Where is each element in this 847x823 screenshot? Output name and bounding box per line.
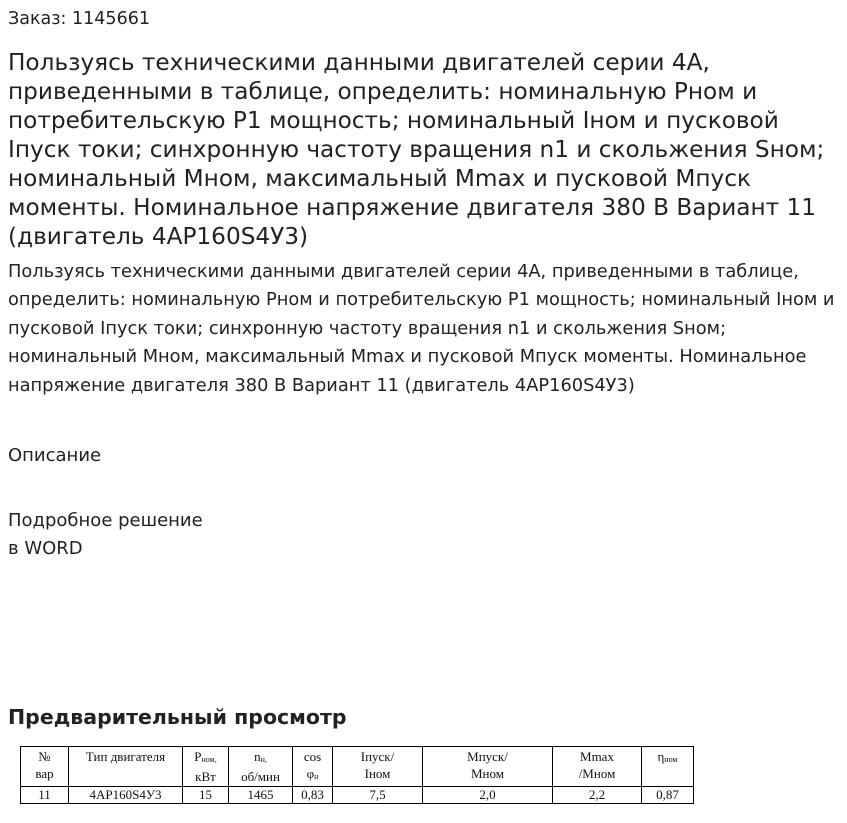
header-variant: № вар [21,747,69,787]
cell-max-torque-ratio: 2,2 [553,787,642,804]
cell-start-torque-ratio: 2,0 [423,787,553,804]
table-row [21,787,694,804]
header-power: Pном, кВт [183,747,229,787]
cell-motor-type: 4АР160S4У3 [69,787,183,804]
task-title: Пользуясь техническими данными двигателей серии 4А, приведенными в таблице, определить: номинальную Pном и потребительскую P1 мощность; номинальный Iном и пусковой Iпуск токи; синхронную частоту вращения n1 и скольжения Sном; номинальный Мном, максимальный Mmax и пусковой Мпуск моменты. Номинальное напряжение двигателя 380 В Вариант 11 (двигатель 4АР160S4У3) [8,49,825,250]
detail-line-2: в WORD [8,538,83,559]
cell-speed: 1465 [229,787,293,804]
preview-title: Предварительный просмотр [8,705,347,729]
detail-note [8,507,203,563]
order-number: 1145661 [72,9,150,29]
header-start-torque-ratio: Мпуск/ Мном [423,747,553,787]
order-label: Заказ: [8,9,67,29]
header-motor-type: Тип двигателя [69,747,183,787]
cell-power: 15 [183,787,229,804]
header-efficiency: ηном [642,747,694,787]
cell-variant: 11 [21,787,69,804]
header-max-torque-ratio: Mmax /Мном [553,747,642,787]
cell-current-ratio: 7,5 [333,787,423,804]
order-line [8,9,150,29]
cell-cos-phi: 0,83 [293,787,333,804]
table-header-row [21,747,694,787]
detail-line-1: Подробное решение [8,510,203,531]
header-cos-phi: cos φн [293,747,333,787]
header-speed: nн, об/мин [229,747,293,787]
description-label: Описание [8,445,102,466]
cell-efficiency: 0,87 [642,787,694,804]
task-body: Пользуясь техническими данными двигателей серии 4А, приведенными в таблице, определить: номинальную Pном и потребительскую P1 мощность; номинальный Iном и пусковой Iпуск токи; синхронную частоту вращения n1 и скольжения Sном; номинальный Мном, максимальный Mmax и пусковой Мпуск моменты. Номинальное напряжение двигателя 380 В Вариант 11 (двигатель 4АР160S4У3) [8,261,835,396]
motor-spec-table [20,746,694,804]
header-current-ratio: Iпуск/ Iном [333,747,423,787]
